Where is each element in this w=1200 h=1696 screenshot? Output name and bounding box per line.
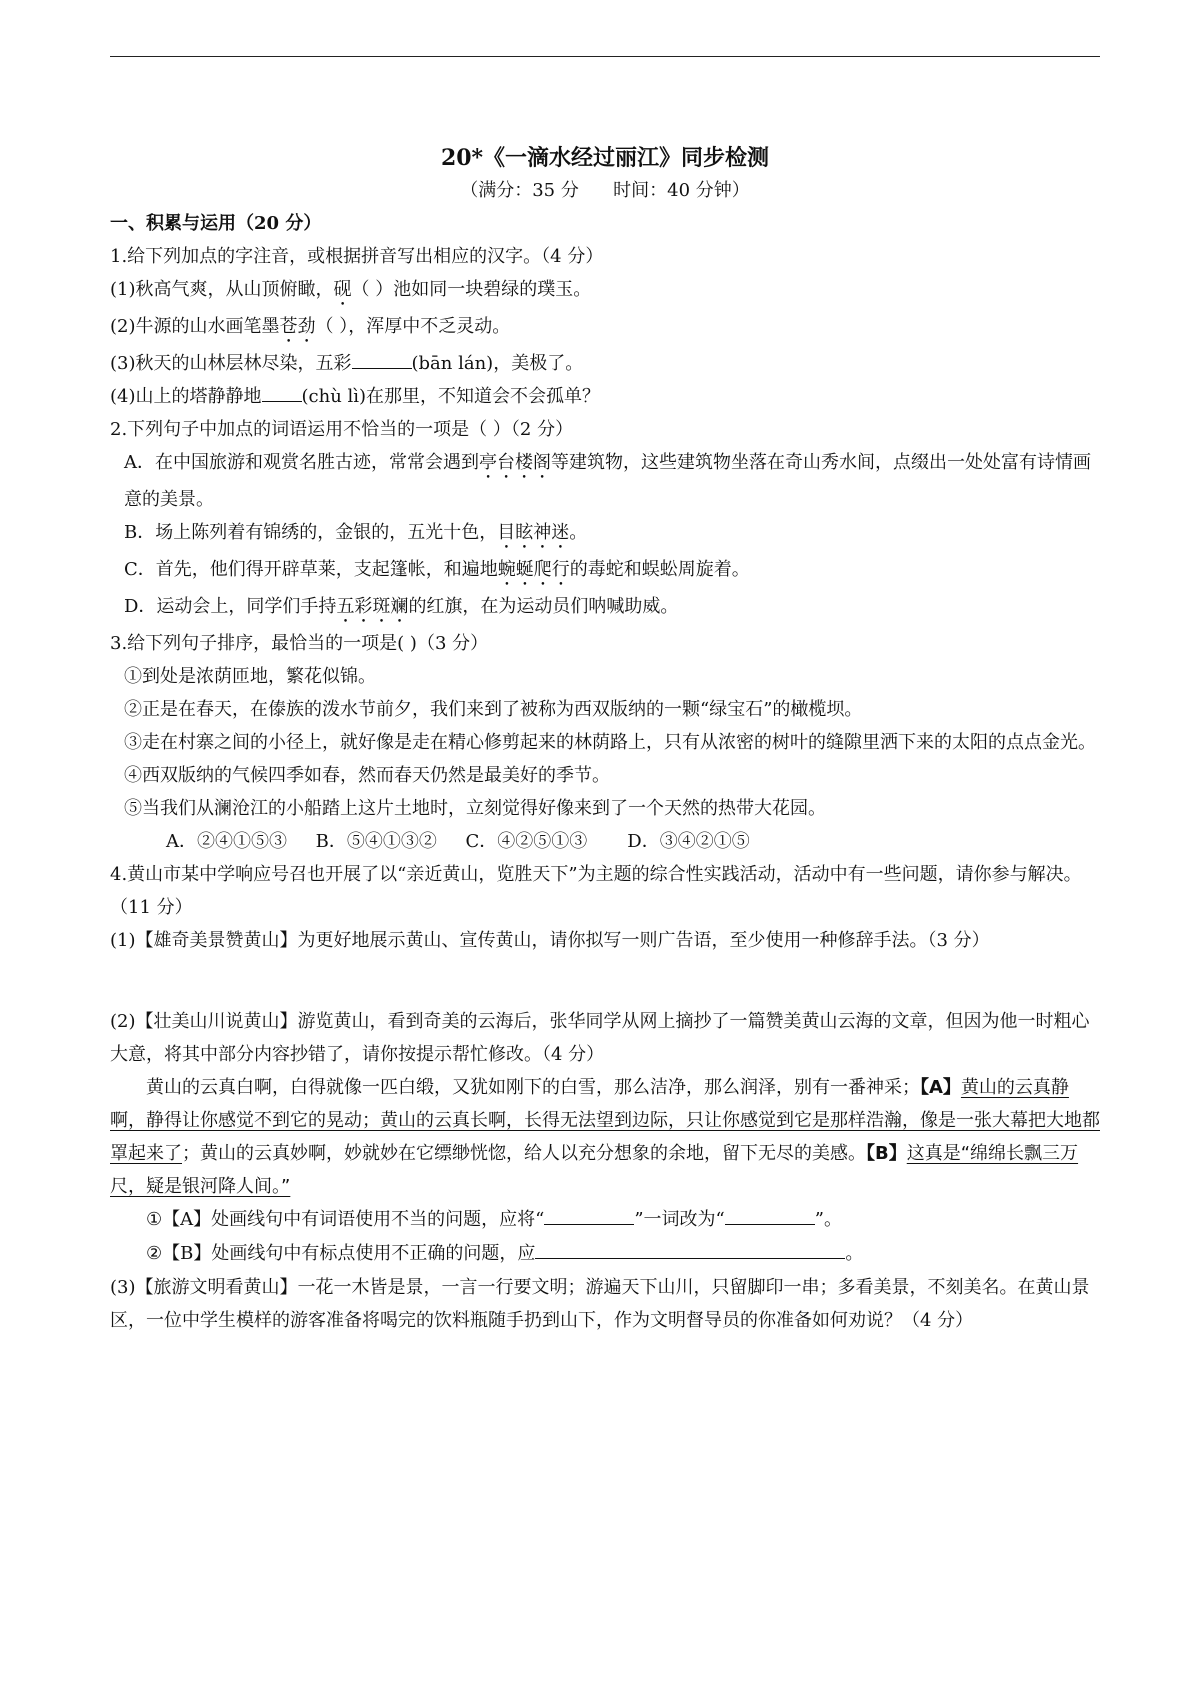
answer-blank[interactable]: [352, 350, 412, 369]
marker-a: 【A】: [920, 1077, 961, 1098]
q3-stem: 3.给下列句子排序，最恰当的一项是( )（3 分）: [110, 633, 489, 654]
q3-sentence-5: ⑤当我们从澜沧江的小船踏上这片土地时，立刻觉得好像来到了一个天然的热带大花园。: [124, 798, 826, 819]
answer-blank[interactable]: [262, 383, 302, 402]
q4-part-1: (1)【雄奇美景赞黄山】为更好地展示黄山、宣传黄山，请你拟写一则广告语，至少使用一种修辞手法。（3 分）: [110, 930, 990, 951]
q3-options: A．②④①⑤③ B．⑤④①③② C．④②⑤①③ D．③④②①⑤: [166, 831, 750, 852]
text: A．在中国旅游和观赏名胜古迹，常常会遇到: [124, 452, 479, 473]
text: (chù lì)在那里，不知道会不会孤单？: [301, 386, 601, 407]
worksheet: [110, 140, 1100, 1337]
q4-part-3: (3)【旅游文明看黄山】一花一木皆是景，一言一行要文明；游遍天下山川，只留脚印一串；多看美景，不刻美名。在黄山景区，一位中学生模样的游客准备将喝完的饮料瓶随手扔到山下，作为文明督导员的你准备如何劝说？（4 分）: [110, 1277, 1090, 1331]
text: B．场上陈列着有锦绣的，金银的，五光十色，: [124, 522, 498, 543]
text: 的毒蛇和蜈蚣周旋着。: [569, 559, 750, 580]
text: (4)山上的塔静静地: [110, 386, 262, 407]
q3-sentence-1: ①到处是浓荫匝地，繁花似锦。: [124, 666, 376, 687]
header-rule: [110, 56, 1100, 57]
dotted-word: 目眩神迷: [497, 522, 570, 543]
dotted-word: 亭台楼阁: [479, 452, 551, 473]
dotted-word: 蜿蜒爬行: [497, 559, 570, 580]
answer-blank[interactable]: [535, 1240, 845, 1259]
text: 黄山的云真白啊，白得就像一匹白缎，又犹如刚下的白雪，那么洁净，那么润泽，别有一番神采；: [146, 1077, 920, 1098]
text: ；黄山的云真妙啊，妙就妙在它缥缈恍惚，给人以充分想象的余地，留下无尽的美感。: [182, 1143, 866, 1164]
text: ①【A】处画线句中有词语使用不当的问题，应将“: [146, 1209, 545, 1230]
q2-option-a: [110, 446, 1100, 516]
q3-sentence-3: ③走在村寨之间的小径上，就好像是走在精心修剪起来的林荫路上，只有从浓密的树叶的缝隙里洒下来的太阳的点点金光。: [124, 732, 1096, 753]
text: (1)秋高气爽，从山顶俯瞰，: [110, 279, 334, 300]
page-title: 20*《一滴水经过丽江》同步检测: [440, 145, 770, 171]
q2-option-c: [110, 553, 1100, 590]
passage: [110, 1071, 1100, 1203]
q4-stem: 4.黄山市某中学响应号召也开展了以“亲近黄山，览胜天下”为主题的综合性实践活动，活动中有一些问题，请你参与解决。（11 分）: [110, 864, 1082, 918]
q3-sentence-2: ②正是在春天，在傣族的泼水节前夕，我们来到了被称为西双版纳的一颗“绿宝石”的橄榄坝。: [124, 699, 863, 720]
underlined-sentence-a: 黄山的云真静啊，静得让你感觉不到它的晃动；黄山的云真长啊，长得无法望到边际，只让你感觉到它是那样浩瀚，像是一张大幕把大地都罩起来了: [110, 1077, 1100, 1164]
q1-item-2: [110, 310, 1100, 347]
score-time-info: （满分：35 分 时间：40 分钟）: [460, 180, 750, 201]
q1-stem: 1.给下列加点的字注音，或根据拼音写出相应的汉字。（4 分）: [110, 246, 604, 267]
q4-part-2: (2)【壮美山川说黄山】游览黄山，看到奇美的云海后，张华同学从网上摘抄了一篇赞美黄山云海的文章，但因为他一时粗心大意，将其中部分内容抄错了，请你按提示帮忙修改。（4 分）: [110, 1011, 1090, 1065]
answer-blank[interactable]: [544, 1206, 634, 1225]
q1-item-4: [110, 380, 1100, 413]
underlined-sentence-b: 这真是“绵绵长飘三万尺，疑是银河降人间。”: [110, 1143, 1079, 1197]
text: 。: [845, 1243, 864, 1264]
text: C．首先，他们得开辟草莱，支起篷帐，和遍地: [124, 559, 498, 580]
q2-option-b: [110, 516, 1100, 553]
q3-sentence-4: ④西双版纳的气候四季如春，然而春天仍然是最美好的季节。: [124, 765, 610, 786]
text: 等建筑物，这些建筑物坐落在奇山秀水间，点缀出一处处富有诗情画意的美景。: [124, 452, 1091, 510]
text: (3)秋天的山林层林尽染，五彩: [110, 353, 352, 374]
dotted-char: 砚: [333, 279, 352, 300]
text: 的红旗，在为运动员们呐喊助威。: [408, 596, 679, 617]
text: (2)牛源的山水画笔墨: [110, 316, 280, 337]
q4-subquestion-1: [110, 1203, 1100, 1237]
text: 。: [569, 522, 588, 543]
answer-space[interactable]: [110, 957, 1100, 1005]
text: （ ）池如同一块碧绿的璞玉。: [351, 279, 592, 300]
section-heading: 一、积累与运用（20 分）: [110, 213, 322, 234]
q1-item-1: [110, 273, 1100, 310]
q2-option-d: [110, 590, 1100, 627]
q2-stem: 2.下列句子中加点的词语运用不恰当的一项是（ ）（2 分）: [110, 419, 574, 440]
dotted-word: 苍劲: [279, 316, 316, 337]
marker-b: 【B】: [866, 1143, 907, 1164]
text: （ ），浑厚中不乏灵动。: [315, 316, 511, 337]
q4-subquestion-2: [110, 1237, 1100, 1271]
text: ②【B】处画线句中有标点使用不正确的问题，应: [146, 1243, 536, 1264]
q1-item-3: [110, 347, 1100, 380]
dotted-word: 五彩斑斓: [336, 596, 409, 617]
answer-blank[interactable]: [725, 1206, 815, 1225]
text: D．运动会上，同学们手持: [124, 596, 337, 617]
text: (bān lán)，美极了。: [411, 353, 584, 374]
text: ”。: [814, 1209, 842, 1230]
text: ”一词改为“: [634, 1209, 725, 1230]
